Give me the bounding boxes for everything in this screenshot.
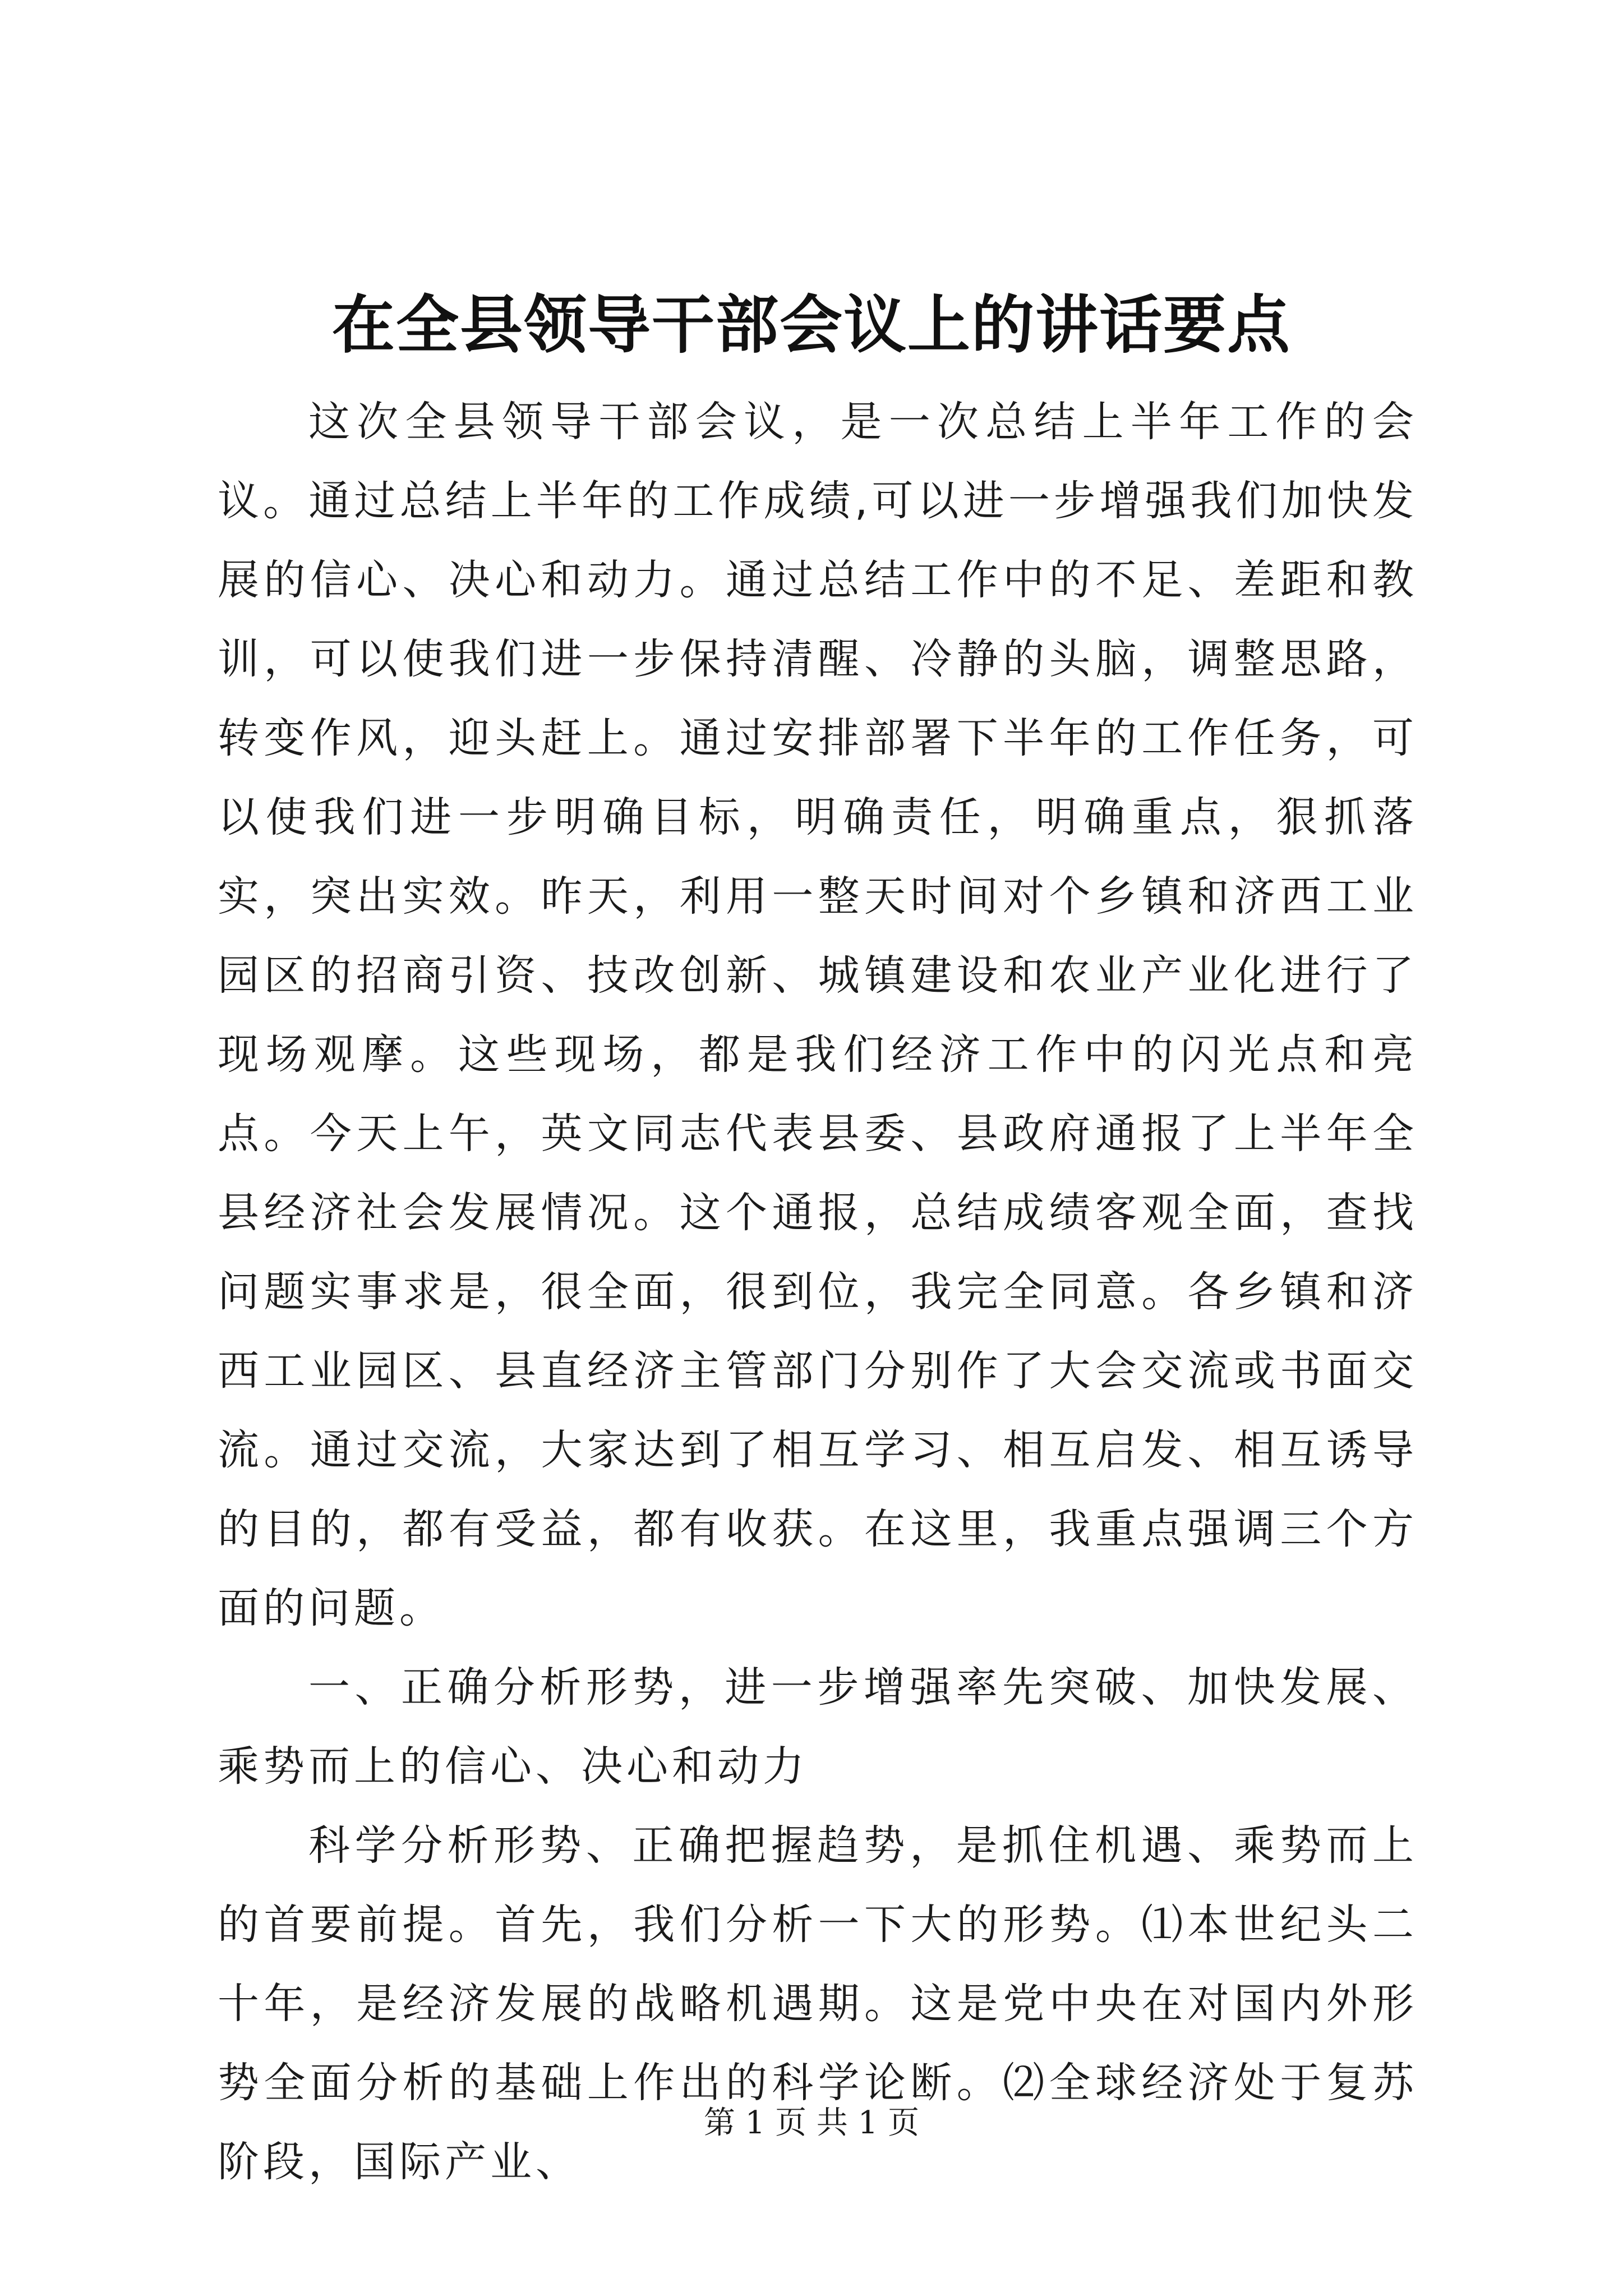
- paragraph-analysis: 科学分析形势、正确把握趋势，是抓住机遇、乘势而上的首要前提。首先，我们分析一下大的形势。⑴本世纪头二十年，是经济发展的战略机遇期。这是党中央在对国内外形势全面分析的基础上作出的科学论断。⑵全球经济处于复苏阶段，国际产业、: [218, 1821, 1418, 2186]
- page-footer: 第 1 页 共 1 页: [703, 2105, 920, 2141]
- document-body: [218, 383, 1418, 2202]
- section-heading-1: 一、正确分析形势，进一步增强率先突破、加快发展、乘势而上的信心、决心和动力: [218, 1663, 1418, 1791]
- document-title: 在全县领导干部会议上的讲话要点: [332, 288, 1291, 362]
- paragraph-intro: 这次全县领导干部会议，是一次总结上半年工作的会议。通过总结上半年的工作成绩,可以进一步增强我们加快发展的信心、决心和动力。通过总结工作中的不足、差距和教训，可以使我们进一步保持清醒、冷静的头脑，调整思路，转变作风，迎头赶上。通过安排部署下半年的工作任务，可以使我们进一步明确目标，明确责任，明确重点，狠抓落实，突出实效。昨天，利用一整天时间对个乡镇和济西工业园区的招商引资、技改创新、城镇建设和农业产业化进行了现场观摩。这些现场，都是我们经济工作中的闪光点和亮点。今天上午，英文同志代表县委、县政府通报了上半年全县经济社会发展情况。这个通报，总结成绩客观全面，查找问题实事求是，很全面，很到位，我完全同意。各乡镇和济西工业园区、县直经济主管部门分别作了大会交流或书面交流。通过交流，大家达到了相互学习、相互启发、相互诱导的目的，都有受益，都有收获。在这里，我重点强调三个方面的问题。: [218, 398, 1418, 1632]
